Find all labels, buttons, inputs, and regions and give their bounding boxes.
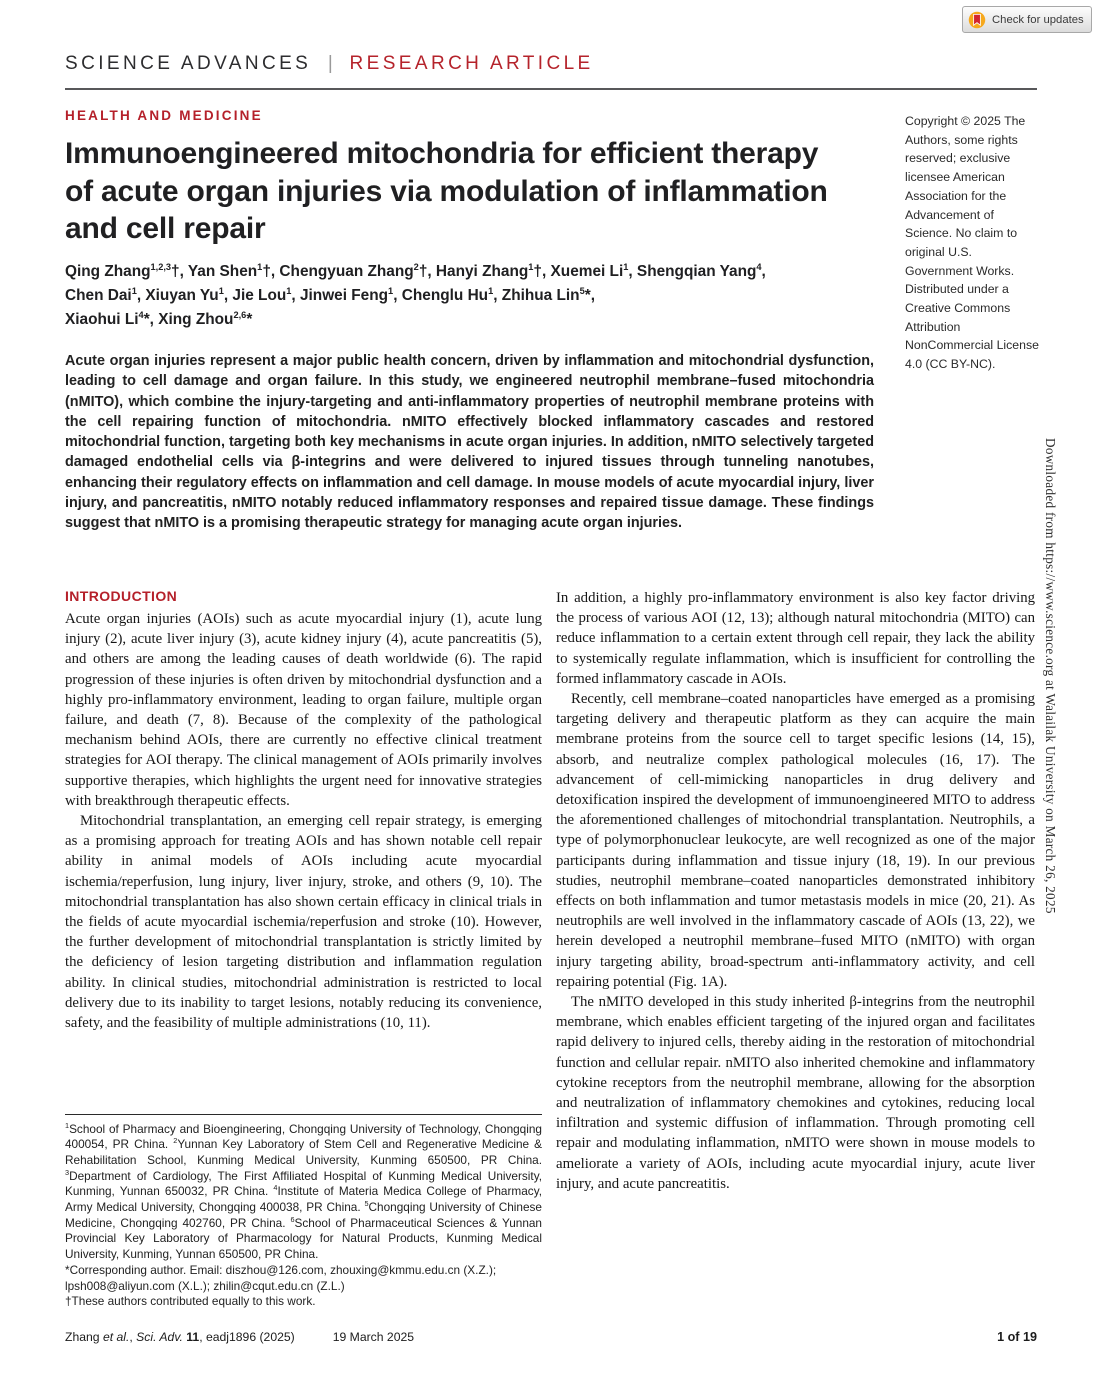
- body-paragraph: Recently, cell membrane–coated nanoparticles have emerged as a promising targeting delivery and therapeutic platform as they can acquire the main membrane proteins from the source cell to target specific lesions (14, 15), absorb, and neutralize complex pathological molecules (16, 17). The advancement of cell-mimicking nanoparticles in drug delivery and detoxification inspired the development of immunoengineered MITO to address the aforementioned challenges of mitochondrial transplantation. Neutrophils, a type of polymorphonuclear leukocyte, are well recognized as one of the major participants during inflammation and tissue injury (18, 19). In our previous studies, neutrophil membrane–coated nanoparticles demonstrated inhibitory effects on both inflammation and tumor metastasis models in mice (20, 21). As neutrophils are well involved in the inflammatory cascade of AOIs (13, 22), we herein developed a neutrophil membrane–fused MITO (nMITO) with organ injury targeting ability, broad-spectrum anti-inflammatory activity, and cell repairing potential (Fig. 1A).: [556, 691, 1035, 990]
- footer-date: 19 March 2025: [332, 1330, 415, 1344]
- body-paragraph: Mitochondrial transplantation, an emerging cell repair strategy, is emerging as a promising approach for treating AOIs and has shown notable cell repair ability in animal models of AOIs including acute myocardial ischemia/reperfusion, lung injury, liver injury, stroke, and others (9, 10). The mitochondrial transplantation has also shown certain efficacy in clinical trials in the fields of acute myocardial ischemia/reperfusion and stroke (10). However, the further development of mitochondrial transplantation is strictly limited by the deficiency of lesion targeting distribution and inflammation regulation ability. In clinical studies, mitochondrial administration is restricted to local delivery due to its inability to target lesions, notably reducing its convenience, safety, and the feasibility of multiple administrations (10, 11).: [65, 813, 542, 1032]
- journal-name: SCIENCE ADVANCES: [65, 53, 312, 74]
- article-type-label: RESEARCH ARTICLE: [349, 53, 594, 74]
- masthead: [65, 53, 1037, 75]
- body-paragraph: Acute organ injuries (AOIs) such as acute myocardial injury (1), acute lung injury (2), acute liver injury (3), acute kidney injury (4), acute pancreatitis (5), and others are among the leading causes of death worldwide (6). The rapid progression of these injuries is often driven by mitochondrial dysfunction and a highly pro-inflammatory environment, leading to organ failure, multiple organ failure, and death (7, 8). Because of the complexity of the pathological mechanism behind AOIs, there are currently no effective clinical treatment strategies for AOI therapy. The clinical management of AOIs primarily involves supportive therapies, which highlights the urgent need for innovative strategies with breakthrough therapeutic effects.: [65, 611, 542, 809]
- author-line: Qing Zhang$^{1,2,3}$†, Yan Shen$^1$†, Chengyuan Zhang$^2$†, Hanyi Zhang$^1$†, Xuemei Li$^1$, Shengqian Yang$^4$,: [65, 261, 766, 280]
- masthead-divider: |: [327, 53, 333, 74]
- introduction-section: [65, 588, 542, 1033]
- abstract-text: Acute organ injuries represent a major public health concern, driven by inflammation and mitochondrial dysfunction, leading to cell damage and organ failure. In this study, we engineered neutrophil membrane–fused mitochondria (nMITO), which combine the injury-targeting and anti-inflammatory properties of neutrophil membrane proteins with the cell repairing function of mitochondria. nMITO effectively blocked inflammatory cascades and restored mitochondrial function, targeting both key mechanisms in acute organ injuries. In addition, nMITO selectively targeted damaged endothelial cells via β-integrins and were delivered to injured tissues through tunneling nanotubes, enhancing their regulatory effects on inflammation and cell damage. In mouse models of acute myocardial injury, liver injury, and pancreatitis, nMITO notably reduced inflammatory responses and repaired tissue damage. These findings suggest that nMITO is a promising therapeutic strategy for managing acute organ injuries.: [65, 353, 874, 532]
- footnote-note: †These authors contributed equally to this work.: [65, 1294, 316, 1309]
- article-title-line: of acute organ injuries via modulation of inflammation: [65, 174, 828, 208]
- copyright-notice: Copyright © 2025 The Authors, some rights reserved; exclusive licensee American Association for the Advancement of Science. No claim to original U.S. Government Works. Distributed under a Creative Commons Attribution NonCommercial License 4.0 (CC BY-NC).: [905, 114, 1039, 372]
- right-column: [556, 588, 1035, 1194]
- article-title: [65, 135, 935, 248]
- author-line: Xiaohui Li$^4$*, Xing Zhou$^{2,6}$*: [65, 309, 253, 328]
- section-label: HEALTH AND MEDICINE: [65, 108, 263, 123]
- article-title-line: Immunoengineered mitochondria for efficient therapy: [65, 137, 819, 170]
- author-list: [65, 260, 905, 332]
- article-title-line: and cell repair: [65, 212, 266, 245]
- affiliations-paragraph: $^1$School of Pharmacy and Bioengineering, Chongqing University of Technology, Chongqing 400054, PR China. $^2$Yunnan Key Laboratory of Stem Cell and Regenerative Medicine & Rehabilitation School, Kunming Medical University, Kunming 650500, PR China. $^3$Department of Cardiology, The First Affiliated Hospital of Kunming Medical University, Kunming, Yunnan 650032, PR China. $^4$Institute of Materia Medica College of Pharmacy, Army Medical University, Chongqing 400038, PR China. $^5$Chongqing University of Chinese Medicine, Chongqing 402760, PR China. $^6$School of Pharmaceutical Sciences & Yunnan Provincial Key Laboratory of Pharmacology for Natural Products, Kunming Medical University, Kunming, Yunnan 650500, PR China.: [65, 1120, 543, 1262]
- body-paragraph: In addition, a highly pro-inflammatory environment is also key factor driving the process of various AOI (12, 13); although natural mitochondria (MITO) can reduce inflammation to a certain extent through cell repair, they lack the ability to systemically regulate inflammation, which is insufficient for controlling the formed inflammatory cascade in AOIs.: [556, 590, 1035, 687]
- footnotes-block: [65, 1114, 542, 1310]
- left-column-paragraphs: [65, 609, 542, 1033]
- footnote-notes: [65, 1263, 542, 1310]
- page-footer: [65, 1330, 1037, 1344]
- body-paragraph: The nMITO developed in this study inherited β-integrins from the neutrophil membrane, which enables efficient targeting of the injured organ and facilitates rapid delivery to injured cells, thereby aiding in the restoration of mitochondrial function and cellular repair. nMITO also inherited chemokine and inflammatory cytokine receptors from the neutrophil membrane, allowing for the absorption and neutralization of inflammatory chemokines and cytokines, reducing local infiltration and systemic diffusion of inflammation. Through promoting cell repair and modulating inflammation, nMITO were shown in mouse models to ameliorate a variety of AOIs, including acute myocardial injury, acute liver injury, and acute pancreatitis.: [556, 994, 1035, 1192]
- check-for-updates-button[interactable]: [962, 6, 1092, 33]
- footer-page-number: 1 of 19: [997, 1330, 1037, 1344]
- author-line: Chen Dai$^1$, Xiuyan Yu$^1$, Jie Lou$^1$, Jinwei Feng$^1$, Chenglu Hu$^1$, Zhihua Lin$^5$*,: [65, 285, 595, 304]
- download-provenance-note: Downloaded from https://www.science.org at Walailak University on March 26, 2025: [1043, 438, 1058, 914]
- left-column: [65, 588, 542, 1310]
- introduction-heading: INTRODUCTION: [65, 588, 178, 604]
- footnote-note: *Corresponding author. Email: diszhou@126.com, zhouxing@kmmu.edu.cn (X.Z.); lpsh008@aliyun.com (X.L.); zhilin@cqut.edu.cn (Z.L.): [65, 1262, 497, 1293]
- masthead-rule: [65, 88, 1037, 90]
- crossmark-bookmark-icon: [968, 11, 986, 29]
- check-for-updates-label: Check for updates: [992, 13, 1084, 26]
- footer-citation: Zhang et al., Sci. Adv. 11, eadj1896 (2025): [65, 1330, 295, 1344]
